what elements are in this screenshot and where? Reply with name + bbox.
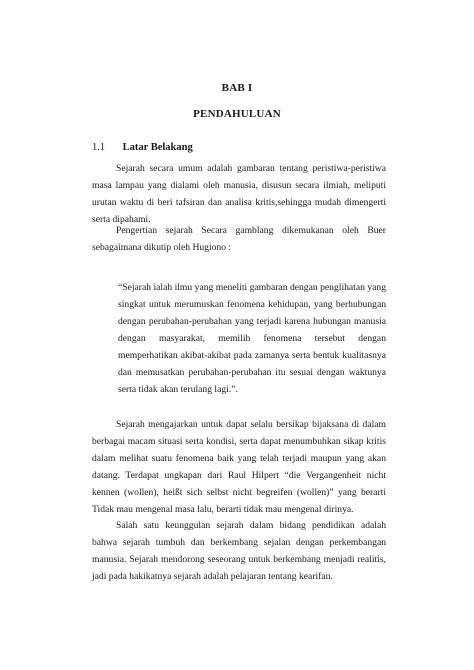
paragraph-education: Salah satu keunggulan sejarah dalam bidang pendidikan adalah bahwa sejarah tumbuh dan berkembang sejalan dengan perkembangan manusia. Sejarah mendorong seseorang untuk berkembang menjadi realitis, jadi pada hakikatnya sejarah adalah pelajaran tentang kearifan.: [92, 520, 386, 582]
paragraph-citation-intro: Pengertian sejarah Secara gamblang dikemukanan oleh Buer sebagaimana dikutip oleh Hugiono :: [92, 225, 386, 253]
paragraph-definition: Sejarah secara umum adalah gambaran tentang peristiwa-peristiwa masa lampau yang dialami oleh manusia, disusun secara ilmiah, meliputi urutan waktu di beri tafsiran dan analisa kritis,sehingga mudah dimengerti serta dipahami.: [92, 163, 386, 225]
section-heading: [92, 142, 193, 153]
paragraph-wisdom: Sejarah mengajarkan untuk dapat selalu bersikap bijaksana di dalam berbagai macam situasi serta kondisi, serta dapat menumbuhkan sikap kritis dalam melihat suatu fenomena baik yang telah terjadi maupun yang akan datang. Terdapat ungkapan dari Raul Hilpert “die Vergangenheit nicht kennen (wollen), heißt sich selbst nicht begreifen (wollen)” yang berarti Tidak mau mengenal masa lalu, berarti tidak mau mengenal dirinya.: [92, 419, 386, 515]
section-number: 1.1: [92, 142, 106, 153]
chapter-title: PENDAHULUAN: [193, 108, 281, 120]
chapter-number: BAB I: [221, 82, 253, 94]
section-title: Latar Belakang: [122, 142, 193, 153]
block-quote: “Sejarah ialah ilmu yang meneliti gambaran dengan penglihatan yang singkat untuk merumuskan fenomena kehidupan, yang berhubungan dengan perubahan-perubahan yang terjadi karena hubungan manusia dengan masyarakat, memilih fenomena tersebut dengan memperhatikan akibat-akibat pada zamanya serta bentuk kualitasnya dan memusatkan perubahan-perubahan itu sesuai dengan waktunya serta tidak akan terulang lagi.”.: [118, 282, 386, 395]
